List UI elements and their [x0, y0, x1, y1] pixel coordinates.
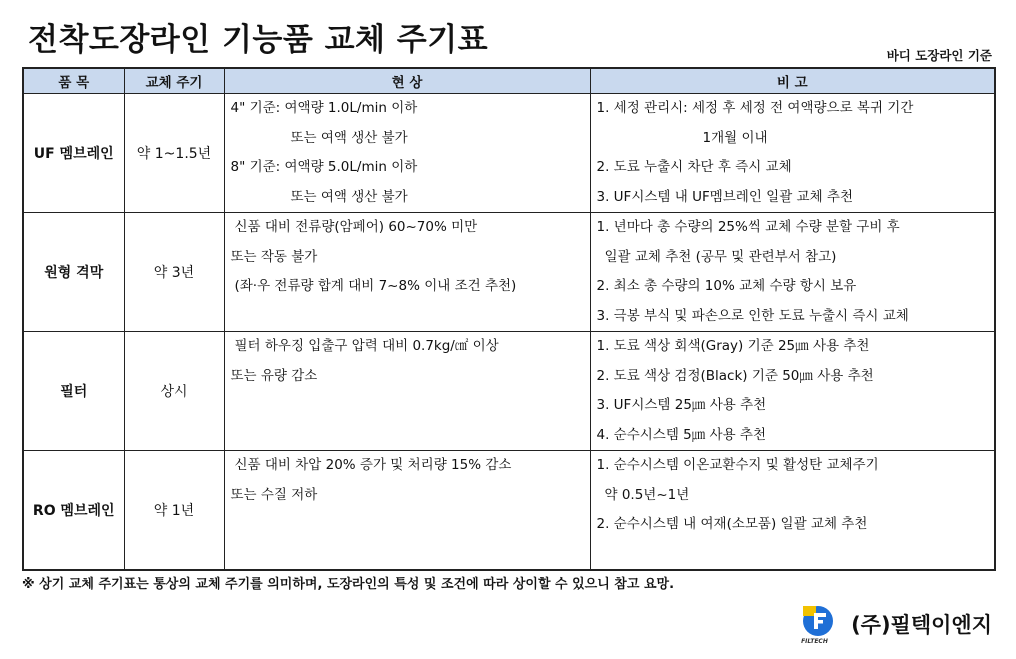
- symptom-line: 또는 여액 생산 불가: [290, 129, 408, 146]
- symptom-line: [225, 421, 590, 451]
- symptom-line: 신품 대비 전류량(암페어) 60~70% 미만: [234, 219, 478, 235]
- footnote: ※ 상기 교체 주기표는 통상의 교체 주기를 의미하며, 도장라인의 특성 및 조건에 따라 상이할 수 있으니 참고 요망.: [22, 577, 675, 592]
- symptom-cell: [224, 213, 590, 332]
- symptom-cell: [224, 332, 590, 451]
- item-cell: 원형 격막: [23, 213, 124, 332]
- remark-cell: [590, 213, 995, 332]
- remark-line: 1개월 이내: [702, 129, 768, 146]
- table-row: [23, 213, 995, 332]
- remark-cell: [590, 451, 995, 571]
- symptom-line: 4" 기준: 여액량 1.0L/min 이하: [230, 100, 418, 116]
- remark-line: 1. 세정 관리시: 세정 후 세정 전 여액량으로 복귀 기간: [596, 100, 914, 116]
- remark-line: 1. 도료 색상 회색(Gray) 기준 25㎛ 사용 추천: [596, 338, 870, 354]
- symptom-line: (좌·우 전류량 합계 대비 7~8% 이내 조건 추천): [234, 278, 517, 294]
- remark-line: 1. 순수시스템 이온교환수지 및 활성탄 교체주기: [596, 457, 879, 473]
- symptom-line: [225, 302, 590, 332]
- page-title: 전착도장라인 기능품 교체 주기표: [28, 22, 489, 58]
- remark-line: 4. 순수시스템 5㎛ 사용 추천: [596, 426, 767, 443]
- remark-line: 일괄 교체 추천 (공무 및 관련부서 참고): [604, 248, 837, 265]
- symptom-line: 또는 작동 불가: [230, 248, 318, 265]
- remark-cell: [590, 332, 995, 451]
- symptom-line: 신품 대비 차압 20% 증가 및 처리량 15% 감소: [234, 457, 512, 473]
- item-cell: 필터: [23, 332, 124, 451]
- remark-line: 약 0.5년~1년: [604, 486, 690, 503]
- remark-line: 3. UF시스템 내 UF멤브레인 일괄 교체 추천: [596, 188, 853, 205]
- filtech-logo-mark: [801, 604, 835, 638]
- remark-line: 2. 순수시스템 내 여재(소모품) 일괄 교체 추천: [596, 516, 868, 532]
- header-item: 품 목: [23, 68, 124, 94]
- symptom-line: 또는 여액 생산 불가: [290, 188, 408, 205]
- logo-mark-text: FILTECH: [801, 638, 828, 645]
- remark-line: 2. 도료 색상 검정(Black) 기준 50㎛ 사용 추천: [596, 367, 874, 384]
- header-cycle: 교체 주기: [124, 68, 224, 94]
- symptom-line: 8" 기준: 여액량 5.0L/min 이하: [230, 159, 418, 175]
- cycle-cell: 약 1년: [124, 451, 224, 571]
- cycle-cell: 약 3년: [124, 213, 224, 332]
- table-row: [23, 451, 995, 571]
- table-row: [23, 94, 995, 213]
- header-symptom: 현 상: [224, 68, 590, 94]
- remark-line: 3. 극봉 부식 및 파손으로 인한 도료 누출시 즉시 교체: [596, 307, 909, 324]
- page-subtitle: 바디 도장라인 기준: [886, 48, 992, 63]
- remark-line: [591, 540, 995, 570]
- symptom-line: 필터 하우징 입출구 압력 대비 0.7kg/㎠ 이상: [234, 338, 499, 354]
- symptom-cell: [224, 451, 590, 571]
- symptom-line: 또는 수질 저하: [230, 486, 318, 503]
- company-logo: [801, 604, 992, 644]
- company-name: (주)필텍이엔지: [851, 613, 992, 637]
- cycle-cell: 상시: [124, 332, 224, 451]
- header-remark: 비 고: [590, 68, 995, 94]
- symptom-cell: [224, 94, 590, 213]
- symptom-line: [225, 391, 590, 421]
- remark-line: 2. 도료 누출시 차단 후 즉시 교체: [596, 159, 792, 175]
- symptom-line: [225, 510, 590, 540]
- symptom-line: 또는 유량 감소: [230, 367, 318, 384]
- remark-line: 3. UF시스템 25㎛ 사용 추천: [596, 397, 767, 413]
- remark-line: 1. 년마다 총 수량의 25%씩 교체 수량 분할 구비 후: [596, 219, 900, 235]
- symptom-line: [225, 540, 590, 570]
- filtech-logo-icon: [801, 604, 841, 644]
- remark-cell: [590, 94, 995, 213]
- remark-line: 2. 최소 총 수량의 10% 교체 수량 항시 보유: [596, 278, 857, 294]
- item-cell: RO 멤브레인: [23, 451, 124, 571]
- replacement-table: [22, 67, 996, 571]
- item-cell: UF 멤브레인: [23, 94, 124, 213]
- cycle-cell: 약 1~1.5년: [124, 94, 224, 213]
- table-row: [23, 332, 995, 451]
- table-header-row: [23, 68, 995, 94]
